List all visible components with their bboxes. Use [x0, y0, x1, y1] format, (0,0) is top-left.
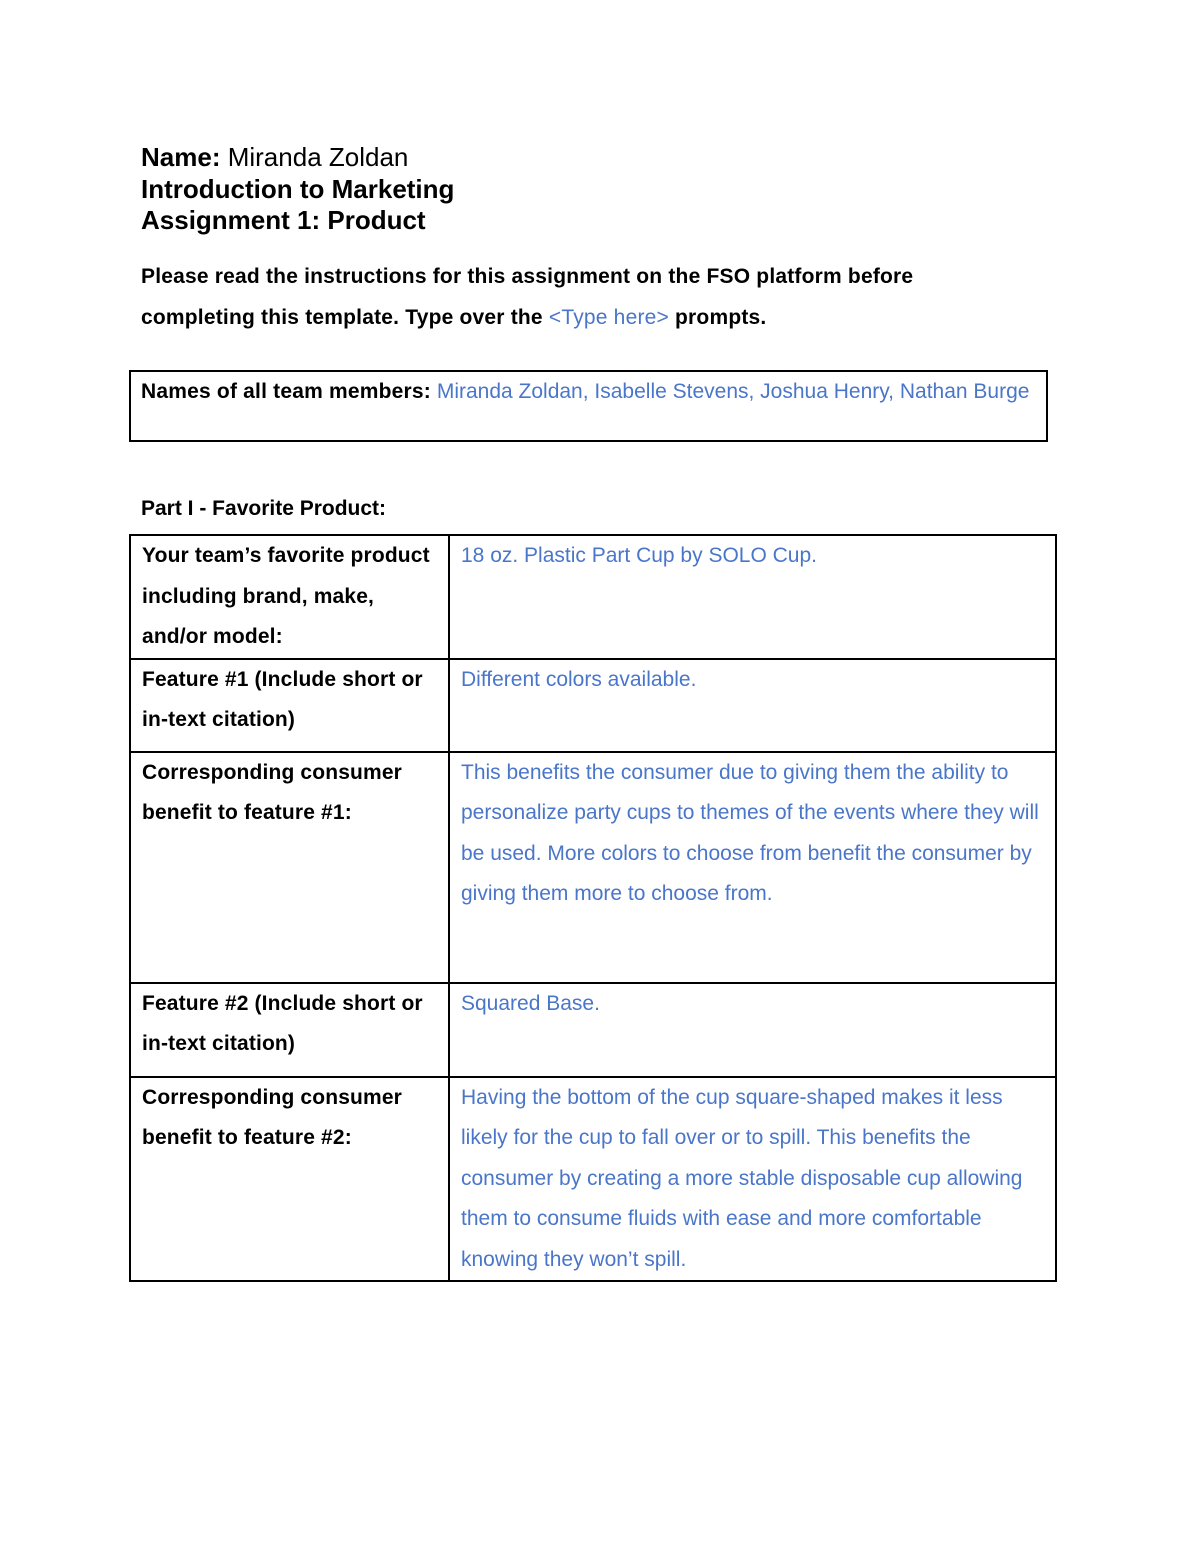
instructions-text: completing this template. Type over the — [141, 306, 549, 329]
table-row — [130, 659, 1056, 752]
team-members-value: Miranda Zoldan, Isabelle Stevens, Joshua Henry, Nathan Burge — [436, 380, 1030, 403]
team-members-text — [141, 372, 1031, 412]
student-name: Miranda Zoldan — [227, 142, 409, 172]
name-line — [141, 141, 408, 173]
product-table — [129, 534, 1057, 1282]
row-label: Feature #1 (Include short or in-text citation) — [130, 659, 449, 752]
type-here-prompt: <Type here> — [548, 306, 669, 329]
row-value: Squared Base. — [449, 983, 1056, 1077]
row-value: 18 oz. Plastic Part Cup by SOLO Cup. — [449, 535, 1056, 659]
instructions-tail: prompts. — [668, 306, 767, 329]
row-label: Your team’s favorite product including brand, make, and/or model: — [130, 535, 449, 659]
instructions-line-1: Please read the instructions for this assignment on the FSO platform before — [141, 265, 914, 288]
assignment-title: Assignment 1: Product — [141, 205, 426, 235]
table-row — [130, 1077, 1056, 1282]
part-1-title: Part I - Favorite Product: — [141, 497, 387, 520]
table-row — [130, 535, 1056, 659]
instructions-line-2 — [141, 304, 766, 332]
name-label: Name: — [141, 142, 221, 172]
course-title: Introduction to Marketing — [141, 174, 455, 204]
row-value: Having the bottom of the cup square-shaped makes it less likely for the cup to fall over or to spill. This benefits the consumer by creating a more stable disposable cup allowing them to consume fluids with ease and more comfortable knowing they won’t spill. — [449, 1077, 1056, 1282]
table-row — [130, 983, 1056, 1077]
team-members-box — [129, 370, 1048, 442]
row-value: Different colors available. — [449, 659, 1056, 752]
table-row — [130, 752, 1056, 983]
team-members-label: Names of all team members: — [141, 380, 431, 403]
row-label: Corresponding consumer benefit to feature #2: — [130, 1077, 449, 1282]
row-value: This benefits the consumer due to giving them the ability to personalize party cups to themes of the events where they will be used. More colors to choose from benefit the consumer by giving them more to choose from. — [449, 752, 1056, 983]
row-label: Corresponding consumer benefit to feature #1: — [130, 752, 449, 983]
row-label: Feature #2 (Include short or in-text citation) — [130, 983, 449, 1077]
